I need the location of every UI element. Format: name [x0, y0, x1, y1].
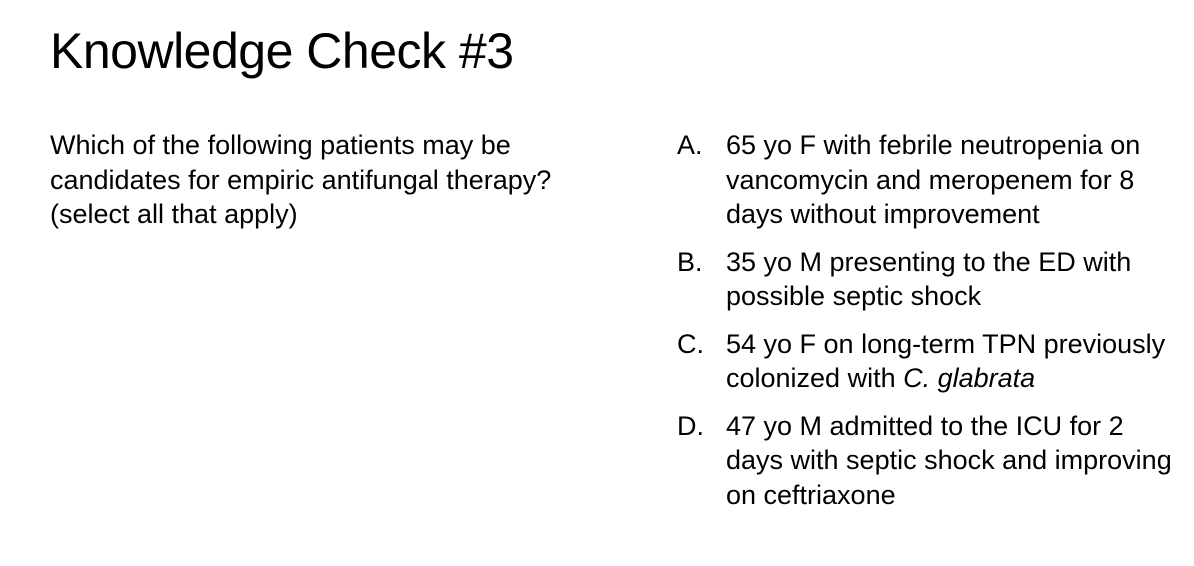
option-b	[677, 245, 1182, 314]
option-letter: D.	[677, 410, 704, 441]
option-letter: B.	[677, 246, 703, 277]
answer-options	[677, 128, 1182, 525]
option-text: 47 yo M admitted to the ICU for 2 days with septic shock and improving on ceftriaxone	[726, 410, 1172, 510]
option-text: 54 yo F on long-term TPN previously colonized with	[726, 328, 1166, 393]
option-letter: C.	[677, 328, 704, 359]
option-d	[677, 409, 1182, 513]
question-text: Which of the following patients may be candidates for empiric antifungal therapy? (select all that apply)	[50, 130, 552, 229]
option-text-italic: C. glabrata	[903, 363, 1036, 393]
option-text-wrapper	[726, 327, 1182, 396]
option-c	[677, 327, 1182, 396]
option-text: 35 yo M presenting to the ED with possible septic shock	[726, 246, 1132, 311]
option-letter: A.	[677, 130, 703, 160]
option-a	[677, 128, 1182, 232]
option-text: 65 yo F with febrile neutropenia on vancomycin and meropenem for 8 days without improvement	[726, 130, 1141, 229]
slide-title: Knowledge Check #3	[50, 23, 514, 79]
